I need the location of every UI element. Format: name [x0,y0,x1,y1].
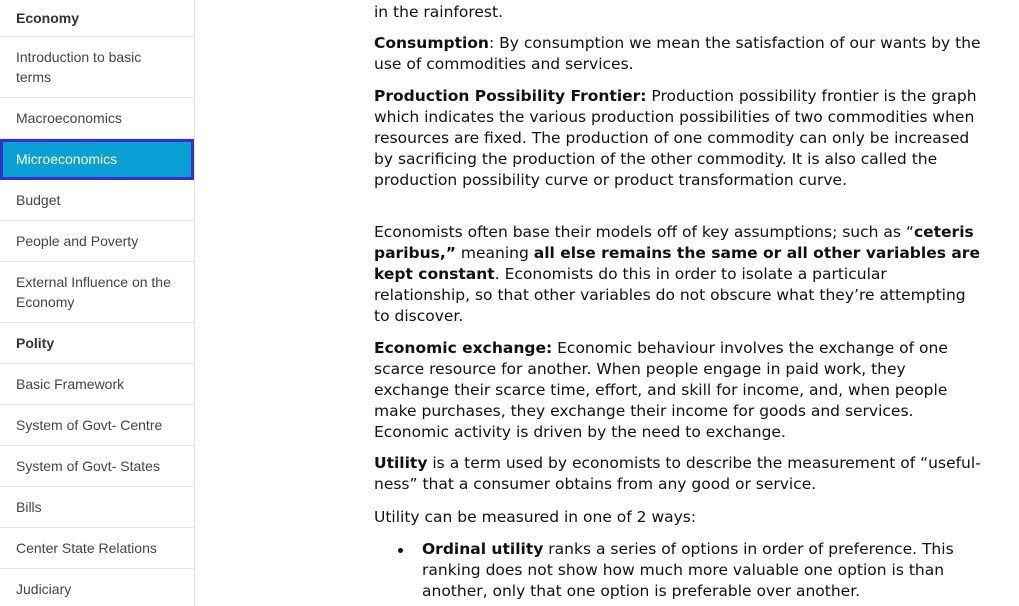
ppf-term: Production Possibility Frontier: [374,87,647,105]
sidebar-item-bills[interactable] [0,487,194,528]
sidebar-item-label: Microeconomics [16,151,118,167]
utility-bullet-list [374,539,984,602]
sidebar-item-label: Polity [16,335,55,351]
utility-term: Utility [374,454,428,472]
sidebar-item-label: External Influence on the Economy [16,274,171,310]
utility-paragraph [374,453,984,495]
consumption-text: : By consumption we mean the satisfaction of our wants by the use of commodities and services. [374,34,981,73]
sidebar-item-label: Basic Framework [16,376,125,392]
exchange-paragraph [374,338,984,443]
assumptions-text-2: meaning [455,244,534,262]
sidebar-header-economy[interactable] [0,0,194,37]
sidebar-item-center-state-relations[interactable] [0,528,194,569]
bullet-icon [398,548,403,553]
sidebar-item-macroeconomics[interactable] [0,98,194,139]
exchange-text: Economic behaviour involves the exchange of one scarce resource for another. When people engage in paid work, they exchange their scarce time, effort, and skill for income, and, when people make purchases, they exchange their income for goods and services. Economic activity is driven by the need to exchange. [374,339,948,441]
sidebar-item-judiciary[interactable] [0,569,194,606]
ceteris-paribus-term: ceteris paribus,” [374,223,974,262]
assumptions-text-3: . Economists do this in order to isolate a particular relationship, so that other variables do not obscure what they’re attempting to discover. [374,265,966,325]
sidebar-item-budget[interactable] [0,180,194,221]
sidebar-item-label: System of Govt- Centre [16,417,163,433]
sidebar-item-label: Judiciary [16,581,72,597]
sidebar-item-label: Budget [16,192,61,208]
sidebar-nav [0,0,195,606]
article-content [374,0,984,606]
consumption-term: Consumption [374,34,489,52]
assumptions-paragraph [374,222,984,327]
sidebar-item-label: System of Govt- States [16,458,160,474]
sidebar-item-external-influence[interactable] [0,262,194,323]
ppf-paragraph [374,86,984,191]
sidebar-item-introduction[interactable] [0,37,194,98]
sidebar-item-label: Economy [16,10,80,26]
sidebar-item-label: People and Poverty [16,233,139,249]
ordinal-utility-text: ranks a series of options in order of preference. This ranking does not show how much more valuable one option is than another, only that one option is preferable over another. [422,540,954,600]
utility-measure-paragraph: Utility can be measured in one of 2 ways: [374,508,697,526]
all-else-constant-term: all else remains the same or all other variables are kept constant [374,244,980,283]
sidebar-item-people-poverty[interactable] [0,221,194,262]
sidebar-item-label: Center State Relations [16,540,157,556]
sidebar-item-basic-framework[interactable] [0,364,194,405]
list-item [374,539,984,602]
ppf-text: Production possibility frontier is the graph which indicates the various production possibilities of two commodities when resources are fixed. The production of one commodity can only be increased by sacrificing the production of the other commodity. It is also called the production possibility curve or product transformation curve. [374,87,977,189]
assumptions-text-1: Economists often base their models off of key assumptions; such as “ [374,223,914,241]
utility-text: is a term used by economists to describe the measurement of “useful-ness” that a consumer obtains from any good or service. [374,454,981,493]
consumption-paragraph [374,33,984,75]
sidebar-header-polity[interactable] [0,323,194,364]
sidebar-item-govt-states[interactable] [0,446,194,487]
exchange-term: Economic exchange: [374,339,553,357]
sidebar-item-govt-centre[interactable] [0,405,194,446]
ordinal-utility-term: Ordinal utility [422,540,544,558]
intro-fragment: in the rainforest. [374,3,504,21]
sidebar-item-label: Bills [16,499,42,515]
sidebar-item-microeconomics[interactable] [0,139,194,180]
sidebar-item-label: Macroeconomics [16,110,122,126]
sidebar-item-label: Introduction to basic terms [16,49,142,85]
